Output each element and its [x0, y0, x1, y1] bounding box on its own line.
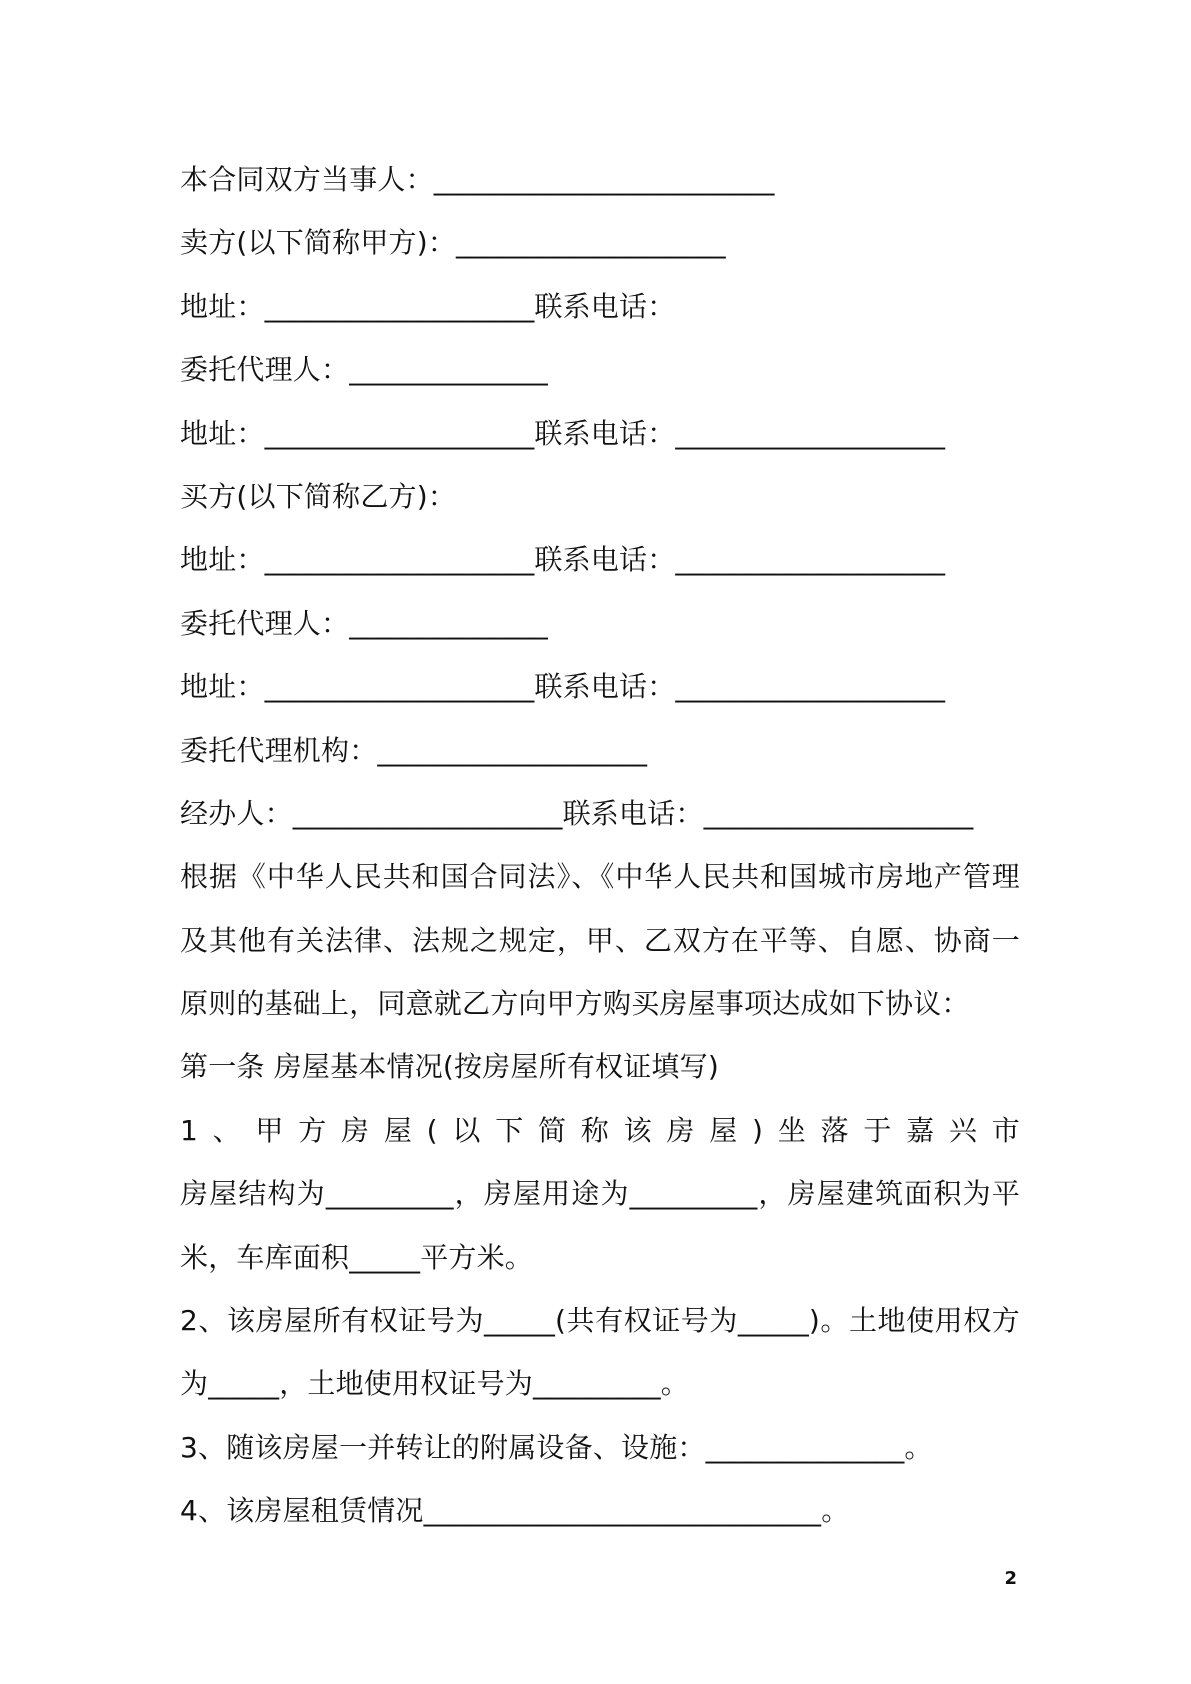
seller-agent-address-line: 地址：___________________联系电话：___________________ — [180, 416, 946, 450]
buyer-agent-line: 委托代理人：______________ — [180, 606, 549, 640]
legal-basis-line-1: 根据《中华人民共和国合同法》、《中华人民共和国城市房地产管理 — [180, 860, 1020, 894]
agency-line: 委托代理机构：___________________ — [180, 733, 648, 767]
handler-line: 经办人：___________________联系电话：___________________ — [180, 796, 974, 830]
seller-agent-line: 委托代理人：______________ — [180, 353, 549, 387]
clause-1-line-2: 房屋结构为_________，房屋用途为_________，房屋建筑面积为平 — [180, 1177, 1020, 1211]
buyer-address-line: 地址：___________________联系电话：___________________ — [180, 543, 946, 577]
clause-3-line: 3、随该房屋一并转让的附属设备、设施：______________。 — [180, 1430, 933, 1464]
contract-body — [180, 148, 1020, 1543]
legal-basis-line-2: 及其他有关法律、法规之规定，甲、乙双方在平等、自愿、协商一 — [180, 923, 1020, 957]
clause-1-line-1: 1、甲方房屋(以下简称该房屋)坐落于嘉兴市 — [180, 1113, 1020, 1147]
page-number: 2 — [1004, 1568, 1017, 1589]
clause-2-line-1: 2、该房屋所有权证号为_____(共有权证号为_____)。土地使用权方 — [180, 1304, 1020, 1338]
seller-address-line: 地址：___________________联系电话： — [180, 289, 676, 323]
seller-line: 卖方(以下简称甲方)：___________________ — [180, 226, 726, 260]
clause-4-line: 4、该房屋租赁情况____________________________。 — [180, 1494, 850, 1528]
clause-1-line-3: 米，车库面积_____平方米。 — [180, 1240, 534, 1274]
parties-line: 本合同双方当事人：________________________ — [180, 163, 775, 196]
buyer-line: 买方(以下简称乙方)： — [180, 479, 457, 513]
legal-basis-line-3: 原则的基础上，同意就乙方向甲方购买房屋事项达成如下协议： — [180, 987, 970, 1021]
clause-2-line-2: 为_____，土地使用权证号为_________。 — [180, 1367, 690, 1401]
buyer-agent-address-line: 地址：___________________联系电话：___________________ — [180, 670, 946, 704]
article-one-heading: 第一条 房屋基本情况(按房屋所有权证填写) — [180, 1050, 719, 1084]
